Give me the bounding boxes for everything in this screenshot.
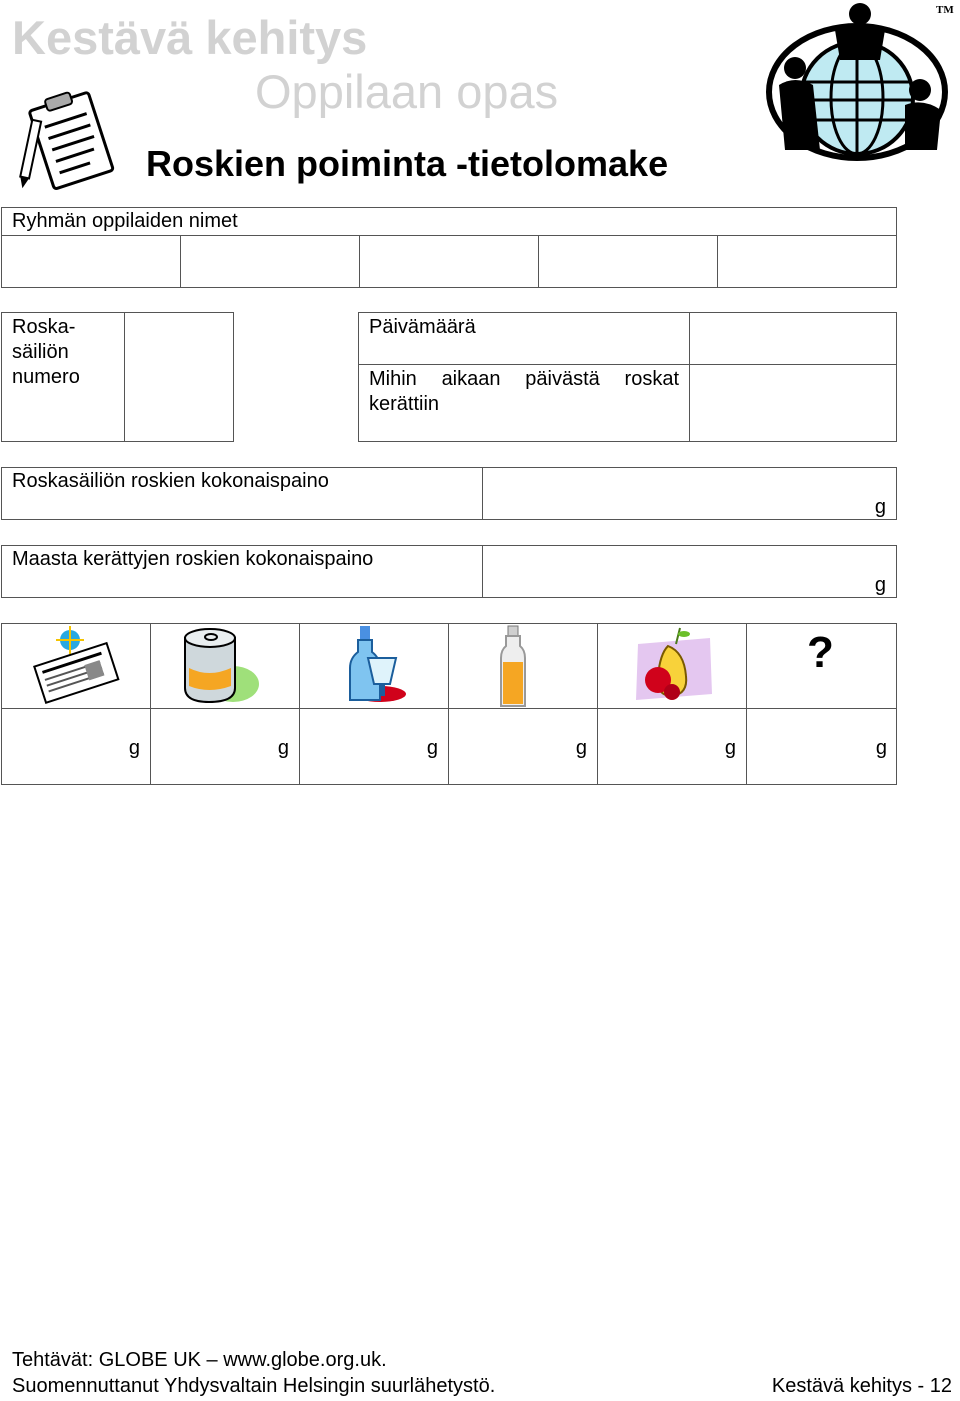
gram-unit: g <box>128 737 140 759</box>
can-weight-field[interactable] <box>151 708 300 785</box>
gram-unit: g <box>575 737 587 759</box>
waste-category-table <box>1 623 897 785</box>
newspaper-cell <box>2 624 151 708</box>
date-cell <box>358 312 690 365</box>
fruit-weight-field[interactable] <box>598 708 747 785</box>
gram-unit: g <box>875 737 887 759</box>
container-number-label: Roska-säiliön numero <box>12 316 80 388</box>
clipboard-pencil-icon <box>10 90 120 190</box>
name-field-2[interactable] <box>181 236 360 287</box>
trademark: TM <box>936 4 954 16</box>
other-cell <box>747 624 897 708</box>
gram-unit: g <box>724 737 736 759</box>
fruit-cell <box>598 624 747 708</box>
glass-weight-field[interactable] <box>300 708 449 785</box>
footer-credits: Tehtävät: GLOBE UK – www.globe.org.uk. <box>12 1349 387 1371</box>
names-header <box>1 207 897 236</box>
time-range-field[interactable] <box>689 364 897 442</box>
container-weight-label: Roskasäiliön roskien kokonaispaino <box>12 470 329 492</box>
time-range-label: Mihin aikaan päivästä roskat kerättiin <box>369 368 679 415</box>
container-number-cell <box>1 312 125 442</box>
globe-children-logo <box>765 0 955 165</box>
page-number: Kestävä kehitys - 12 <box>771 1375 952 1397</box>
ground-weight-field[interactable] <box>482 545 897 598</box>
can-icon <box>151 624 300 708</box>
guide-title: Kestävä kehitys <box>12 11 368 64</box>
names-label: Ryhmän oppilaiden nimet <box>12 210 238 232</box>
footer-translation: Suomennuttanut Yhdysvaltain Helsingin suurlähetystö. <box>12 1375 496 1397</box>
unit-label: g <box>874 496 886 518</box>
name-field-3[interactable] <box>360 236 539 287</box>
newspaper-icon <box>2 624 151 708</box>
date-field[interactable] <box>689 312 897 365</box>
name-field-1[interactable] <box>2 236 181 287</box>
unit-label: g <box>874 574 886 596</box>
guide-subtitle: Oppilaan opas <box>255 65 559 118</box>
date-label: Päivämäärä <box>369 316 476 338</box>
plastic-bottle-cell <box>449 624 598 708</box>
can-cell <box>151 624 300 708</box>
question-mark-icon: ? <box>807 628 834 677</box>
time-range-cell <box>358 364 690 442</box>
container-number-field[interactable] <box>124 312 234 442</box>
plastic-bottle-icon <box>449 624 598 708</box>
name-field-4[interactable] <box>539 236 718 287</box>
gram-unit: g <box>426 737 438 759</box>
container-weight-cell <box>1 467 483 520</box>
newspaper-weight-field[interactable] <box>2 708 151 785</box>
plastic-weight-field[interactable] <box>449 708 598 785</box>
other-weight-field[interactable] <box>747 708 897 785</box>
form-title: Roskien poiminta -tietolomake <box>146 143 669 184</box>
glass-cell <box>300 624 449 708</box>
ground-weight-label: Maasta kerättyjen roskien kokonaispaino <box>12 548 374 570</box>
name-field-5[interactable] <box>718 236 896 287</box>
container-weight-field[interactable] <box>482 467 897 520</box>
ground-weight-cell <box>1 545 483 598</box>
fruit-waste-icon <box>598 624 747 708</box>
glass-bottle-icon <box>300 624 449 708</box>
gram-unit: g <box>277 737 289 759</box>
names-row <box>1 235 897 288</box>
